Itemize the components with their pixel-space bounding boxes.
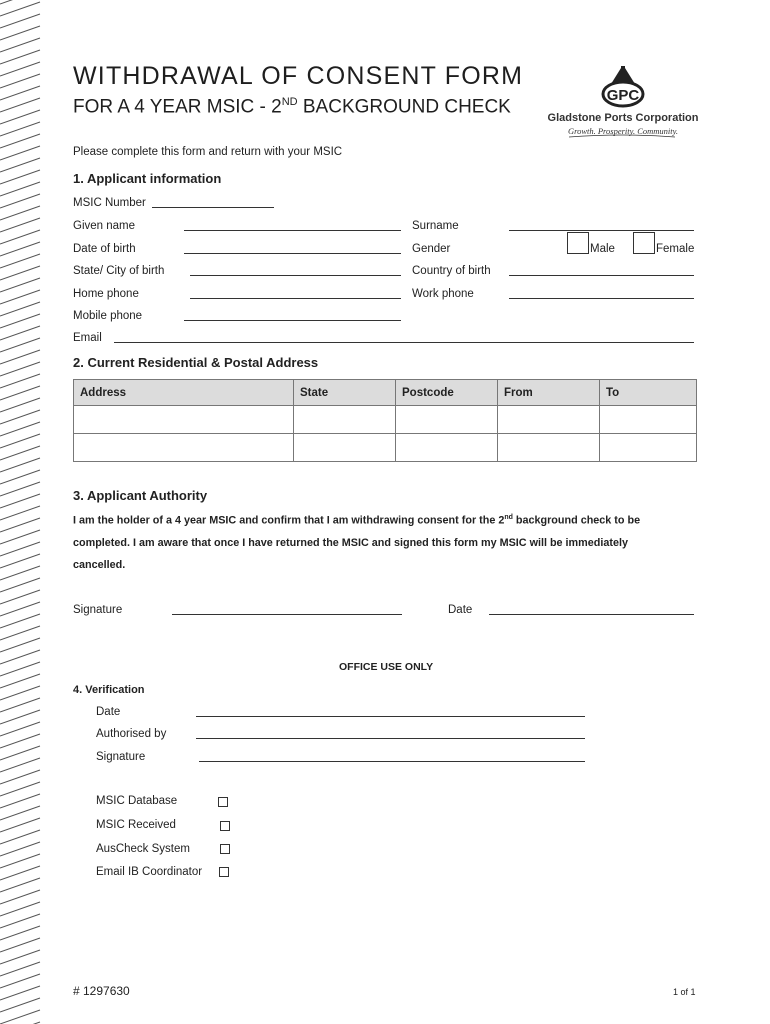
hatch-stroke — [0, 242, 40, 256]
hatch-stroke — [0, 38, 40, 52]
hatch-stroke — [0, 374, 40, 388]
hatch-stroke — [0, 590, 40, 604]
email-label: Email — [73, 332, 102, 344]
hatch-stroke — [0, 302, 40, 316]
check-label-auscheck-system: AusCheck System — [96, 843, 190, 855]
hatch-stroke — [0, 98, 40, 112]
hatch-stroke — [0, 806, 40, 820]
hatch-stroke — [0, 338, 40, 352]
hatch-stroke — [0, 182, 40, 196]
msic-database-checkbox[interactable] — [218, 797, 228, 807]
check-label-msic-database: MSIC Database — [96, 795, 178, 807]
hatch-stroke — [0, 74, 40, 88]
hatch-stroke — [0, 290, 40, 304]
table-row — [74, 434, 697, 462]
hatch-stroke — [0, 950, 40, 964]
hatch-stroke — [0, 554, 40, 568]
address-table — [73, 379, 697, 462]
hatch-stroke — [0, 218, 40, 232]
hatch-stroke — [0, 266, 40, 280]
section-1-heading: 1. Applicant information — [73, 171, 222, 186]
hatch-stroke — [0, 614, 40, 628]
hatch-stroke — [0, 926, 40, 940]
auscheck-system-checkbox[interactable] — [220, 844, 230, 854]
state-city-field[interactable] — [190, 275, 401, 276]
home-phone-field[interactable] — [190, 298, 401, 299]
date-label: Date — [448, 604, 473, 616]
hatch-stroke — [0, 14, 40, 28]
hatch-stroke — [0, 446, 40, 460]
table-row — [74, 406, 697, 434]
hatch-stroke — [0, 938, 40, 952]
hatch-stroke — [0, 698, 40, 712]
hatch-stroke — [0, 602, 40, 616]
office-signature-field[interactable] — [199, 761, 585, 762]
hatch-stroke — [0, 782, 40, 796]
hatch-stroke — [0, 470, 40, 484]
intro-text: Please complete this form and return with your MSIC — [73, 146, 343, 158]
hatch-stroke — [0, 650, 40, 664]
hatch-stroke — [0, 206, 40, 220]
office-date-field[interactable] — [196, 716, 585, 717]
document-number: # 1297630 — [73, 984, 130, 998]
hatch-stroke — [0, 518, 40, 532]
work-phone-label: Work phone — [412, 288, 474, 300]
hatch-stroke — [0, 86, 40, 100]
hatch-stroke — [0, 2, 40, 16]
hatch-stroke — [0, 914, 40, 928]
hatch-stroke — [0, 410, 40, 424]
hatch-stroke — [0, 890, 40, 904]
office-date-label: Date — [96, 706, 121, 718]
postcode-cell[interactable] — [396, 406, 498, 434]
hatch-stroke — [0, 962, 40, 976]
hatch-stroke — [0, 326, 40, 340]
column-header: To — [600, 380, 697, 406]
column-header: Address — [74, 380, 294, 406]
column-header: State — [294, 380, 396, 406]
hatch-stroke — [0, 422, 40, 436]
address-cell[interactable] — [74, 434, 294, 462]
surname-label: Surname — [412, 220, 459, 232]
column-header: Postcode — [396, 380, 498, 406]
male-checkbox[interactable] — [567, 232, 589, 254]
hatch-stroke — [0, 710, 40, 724]
work-phone-field[interactable] — [509, 298, 694, 299]
hatch-stroke — [0, 386, 40, 400]
email-ib-coordinator-checkbox[interactable] — [219, 867, 229, 877]
hatch-stroke — [0, 902, 40, 916]
hatch-stroke — [0, 794, 40, 808]
male-label: Male — [590, 243, 615, 255]
hatch-stroke — [0, 578, 40, 592]
hatch-stroke — [0, 50, 40, 64]
hatch-stroke — [0, 254, 40, 268]
postcode-cell[interactable] — [396, 434, 498, 462]
mobile-phone-label: Mobile phone — [73, 310, 143, 322]
from-cell[interactable] — [498, 406, 600, 434]
check-label-email-ib-coordinator: Email IB Coordinator — [96, 866, 203, 878]
hatch-stroke — [0, 830, 40, 844]
column-header: From — [498, 380, 600, 406]
female-checkbox[interactable] — [633, 232, 655, 254]
hatch-stroke — [0, 1010, 40, 1024]
hatch-stroke — [0, 998, 40, 1012]
authority-line-1: I am the holder of a 4 year MSIC and confirm that I am withdrawing consent for the 2nd background check to be — [73, 514, 641, 527]
dob-label: Date of birth — [73, 243, 136, 255]
hatch-stroke — [0, 170, 40, 184]
given-name-field[interactable] — [184, 230, 401, 231]
msic-number-label: MSIC Number — [73, 197, 146, 209]
hatch-stroke — [0, 506, 40, 520]
svg-text:Gladstone Ports Corporation: Gladstone Ports Corporation — [547, 112, 699, 124]
table-header-row — [74, 380, 697, 406]
authority-line-3: cancelled. — [73, 559, 126, 571]
signature-field[interactable] — [172, 614, 402, 615]
hatch-stroke — [0, 146, 40, 160]
form-subtitle: FOR A 4 YEAR MSIC - 2ND BACKGROUND CHECK — [73, 96, 511, 118]
hatch-stroke — [0, 530, 40, 544]
hatch-stroke — [0, 230, 40, 244]
hatch-stroke — [0, 722, 40, 736]
section-2-heading: 2. Current Residential & Postal Address — [73, 355, 319, 370]
office-signature-label: Signature — [96, 751, 146, 763]
authority-line-2: completed. I am aware that once I have returned the MSIC and signed this form my MSIC will be immediately — [73, 537, 628, 549]
email-field[interactable] — [114, 342, 694, 343]
hatch-stroke — [0, 878, 40, 892]
hatch-stroke — [0, 674, 40, 688]
hatch-stroke — [0, 842, 40, 856]
gender-label: Gender — [412, 243, 451, 255]
home-phone-label: Home phone — [73, 288, 139, 300]
hatch-stroke — [0, 158, 40, 172]
to-cell[interactable] — [600, 406, 697, 434]
to-cell[interactable] — [600, 434, 697, 462]
state-cell[interactable] — [294, 434, 396, 462]
dob-field[interactable] — [184, 253, 401, 254]
country-label: Country of birth — [412, 265, 491, 277]
surname-field[interactable] — [509, 230, 694, 231]
state-cell[interactable] — [294, 406, 396, 434]
hatch-stroke — [0, 818, 40, 832]
hatch-stroke — [0, 110, 40, 124]
hatch-stroke — [0, 626, 40, 640]
mobile-phone-field[interactable] — [184, 320, 401, 321]
hatch-stroke — [0, 854, 40, 868]
hatch-stroke — [0, 458, 40, 472]
hatch-stroke — [0, 314, 40, 328]
hatch-stroke — [0, 434, 40, 448]
hatch-stroke — [0, 134, 40, 148]
hatch-stroke — [0, 986, 40, 1000]
gpc-logo — [545, 66, 701, 142]
female-label: Female — [656, 243, 695, 255]
hatch-stroke — [0, 350, 40, 364]
svg-text:Growth. Prosperity. Community.: Growth. Prosperity. Community. — [567, 126, 679, 136]
check-label-msic-received: MSIC Received — [96, 819, 176, 831]
msic-number-field[interactable] — [152, 207, 274, 208]
hatch-stroke — [0, 758, 40, 772]
verification-heading: 4. Verification — [73, 684, 145, 696]
signature-label: Signature — [73, 604, 123, 616]
page-number: 1 of 1 — [673, 987, 696, 997]
hatch-stroke — [0, 194, 40, 208]
form-title: WITHDRAWAL OF CONSENT FORM — [73, 62, 524, 90]
date-field[interactable] — [489, 614, 694, 615]
hatch-stroke — [0, 566, 40, 580]
authorised-by-label: Authorised by — [96, 728, 167, 740]
hatch-stroke — [0, 278, 40, 292]
hatch-stroke — [0, 398, 40, 412]
hatch-stroke — [0, 662, 40, 676]
hatch-stroke — [0, 746, 40, 760]
authorised-by-field[interactable] — [196, 738, 585, 739]
hatch-stroke — [0, 770, 40, 784]
hatch-stroke — [0, 974, 40, 988]
hatch-stroke — [0, 62, 40, 76]
hatch-stroke — [0, 542, 40, 556]
hatch-stroke — [0, 122, 40, 136]
section-3-heading: 3. Applicant Authority — [73, 488, 208, 503]
state-city-label: State/ City of birth — [73, 265, 165, 277]
hatch-stroke — [0, 0, 40, 4]
msic-received-checkbox[interactable] — [220, 821, 230, 831]
hatched-margin — [0, 0, 42, 1024]
svg-text:GPC: GPC — [606, 87, 640, 104]
country-field[interactable] — [509, 275, 694, 276]
from-cell[interactable] — [498, 434, 600, 462]
hatch-stroke — [0, 362, 40, 376]
hatch-stroke — [0, 638, 40, 652]
hatch-stroke — [0, 26, 40, 40]
office-use-heading: OFFICE USE ONLY — [339, 661, 434, 673]
hatch-stroke — [0, 686, 40, 700]
given-name-label: Given name — [73, 220, 136, 232]
hatch-stroke — [0, 494, 40, 508]
hatch-stroke — [0, 734, 40, 748]
address-cell[interactable] — [74, 406, 294, 434]
hatch-stroke — [0, 866, 40, 880]
hatch-stroke — [0, 482, 40, 496]
